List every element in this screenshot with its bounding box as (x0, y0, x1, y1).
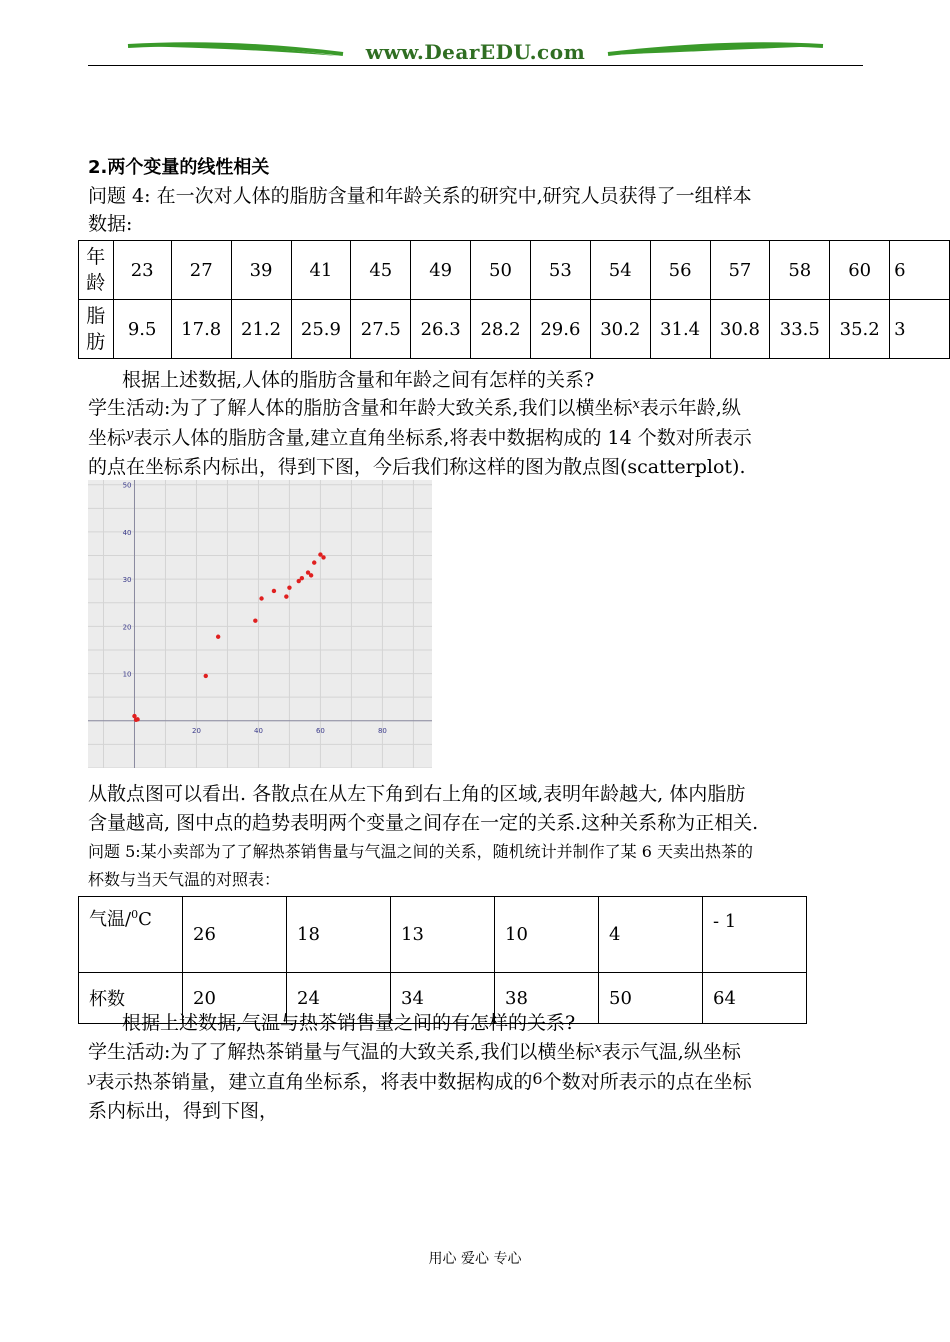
scatter-point (132, 714, 136, 718)
age-fat-table (78, 240, 950, 359)
age-cell: 58 (770, 241, 830, 300)
row-header-fat (79, 300, 114, 359)
y-tick-label: 10 (122, 670, 132, 679)
para1-line1 (88, 394, 741, 425)
fat-cell: 25.9 (291, 300, 351, 359)
page-footer: 用心 爱心 专心 (428, 1251, 522, 1267)
fat-cell: 28.2 (471, 300, 531, 359)
row-header-char: 脂 (86, 305, 106, 327)
fat-cell: 27.5 (351, 300, 411, 359)
fat-cell: 3 (890, 300, 950, 359)
temp-cups-table (78, 896, 807, 1024)
row-header-char: 年 (86, 246, 106, 268)
para2-line2: 含量越高, 图中点的趋势表明两个变量之间存在一定的关系.这种关系称为正相关. (88, 812, 759, 834)
problem4-line1: 问题 4: 在一次对人体的脂肪含量和年龄关系的研究中,研究人员获得了一组样本 (88, 185, 752, 207)
text-run: 个数对所表示的点在坐标 (542, 1071, 752, 1093)
para2-line1: 从散点图可以看出. 各散点在从左下角到右上角的区域,表明年龄越大, 体内脂肪 (88, 783, 746, 805)
scatter-point (259, 596, 263, 600)
variable-x: x (594, 1041, 602, 1056)
cups-cell: 34 (391, 973, 495, 1024)
fat-cell: 21.2 (231, 300, 291, 359)
fat-cell: 30.8 (710, 300, 770, 359)
scatter-point (287, 585, 291, 589)
text-run: 表示热茶销量，建立直角坐标系，将表中数据构成的 (95, 1071, 533, 1093)
text-run: C (138, 909, 152, 930)
age-cell: 57 (710, 241, 770, 300)
plot-background (88, 480, 432, 768)
x-tick-label: 80 (377, 726, 387, 735)
temp-cell: 4 (599, 897, 703, 973)
cups-cell: 20 (183, 973, 287, 1024)
fat-cell: 30.2 (590, 300, 650, 359)
scatter-point (321, 555, 325, 559)
para1-line2 (88, 424, 752, 455)
row-header-age (79, 241, 114, 300)
scatter-point (204, 674, 208, 678)
cups-cell: 38 (495, 973, 599, 1024)
y-tick-label: 20 (122, 623, 132, 632)
age-cell: 45 (351, 241, 411, 300)
text-run: 气温/ (89, 909, 132, 930)
para2-line4: 杯数与当天气温的对照表： (88, 870, 281, 889)
scatter-point (216, 635, 220, 639)
degree-sup: 0 (131, 908, 139, 921)
row-header-char: 肪 (86, 331, 106, 353)
para3-line2 (88, 1068, 752, 1099)
fat-cell: 26.3 (411, 300, 471, 359)
cups-cell: 50 (599, 973, 703, 1024)
temp-cell: 13 (391, 897, 495, 973)
temp-cell: 26 (183, 897, 287, 973)
age-cell: 53 (530, 241, 590, 300)
age-cell: 54 (590, 241, 650, 300)
row-header-char: 龄 (86, 272, 106, 294)
fat-cell: 35.2 (830, 300, 890, 359)
scatter-point (300, 576, 304, 580)
age-cell: 23 (113, 241, 171, 300)
para1-line3: 的点在坐标系内标出，得到下图，今后我们称这样的图为散点图(scatterplot). (88, 456, 746, 478)
para3-question: 根据上述数据,气温与热茶销售量之间的有怎样的关系? (122, 1012, 576, 1034)
scatter-plot (88, 480, 432, 768)
age-cell: 6 (890, 241, 950, 300)
age-cell: 49 (411, 241, 471, 300)
fat-cell: 29.6 (530, 300, 590, 359)
text-run: 坐标 (88, 427, 127, 449)
age-cell: 39 (231, 241, 291, 300)
fat-cell: 17.8 (171, 300, 231, 359)
scatter-point (253, 618, 257, 622)
text-run: 表示年龄,纵 (639, 397, 741, 419)
y-tick-label: 50 (122, 481, 132, 490)
age-cell: 41 (291, 241, 351, 300)
table-row-age (79, 241, 950, 300)
number-six: 6 (532, 1069, 543, 1088)
table-row-temp (79, 897, 807, 973)
temp-cell: 18 (287, 897, 391, 973)
para1-question: 根据上述数据,人体的脂肪含量和年龄之间有怎样的关系? (122, 369, 595, 391)
table-row-fat (79, 300, 950, 359)
variable-x: x (632, 397, 640, 412)
fat-cell: 9.5 (113, 300, 171, 359)
scatter-point (312, 560, 316, 564)
variable-y: y (88, 1071, 96, 1086)
age-cell: 50 (471, 241, 531, 300)
row-header-temp (79, 897, 183, 973)
site-name: www.DearEDU.com (365, 40, 586, 64)
fat-cell: 33.5 (770, 300, 830, 359)
variable-y: y (126, 427, 134, 442)
scatter-point (134, 718, 138, 722)
cups-cell: 64 (703, 973, 807, 1024)
text-run: 表示气温,纵坐标 (601, 1041, 741, 1063)
x-tick-label: 40 (253, 726, 263, 735)
row-header-cups: 杯数 (79, 973, 183, 1024)
age-cell: 56 (650, 241, 710, 300)
y-tick-label: 40 (122, 528, 132, 537)
x-tick-label: 60 (315, 726, 325, 735)
para3-line1 (88, 1038, 741, 1069)
scatter-point (272, 589, 276, 593)
x-tick-label: 20 (192, 726, 201, 735)
age-cell: 60 (830, 241, 890, 300)
fat-cell: 31.4 (650, 300, 710, 359)
age-cell: 27 (171, 241, 231, 300)
para3-line3: 系内标出，得到下图， (88, 1100, 279, 1122)
scatter-point (309, 573, 313, 577)
text-run: 表示人体的脂肪含量,建立直角坐标系,将表中数据构成的 14 个数对所表示 (133, 427, 752, 449)
cups-cell: 24 (287, 973, 391, 1024)
text-run: 学生活动:为了了解人体的脂肪含量和年龄大致关系,我们以横坐标 (88, 397, 633, 419)
text-run: 学生活动:为了了解热茶销量与气温的大致关系,我们以横坐标 (88, 1041, 595, 1063)
header-rule (88, 65, 863, 66)
section-title: 2.两个变量的线性相关 (88, 157, 270, 178)
temp-cell: 10 (495, 897, 599, 973)
problem4-line2: 数据: (88, 213, 133, 235)
y-tick-label: 30 (122, 576, 132, 585)
temp-cell: - 1 (703, 897, 807, 973)
para2-line3: 问题 5:某小卖部为了了解热茶销售量与气温之间的关系，随机统计并制作了某 6 天卖出热茶的 (88, 842, 754, 861)
scatter-point (284, 594, 288, 598)
